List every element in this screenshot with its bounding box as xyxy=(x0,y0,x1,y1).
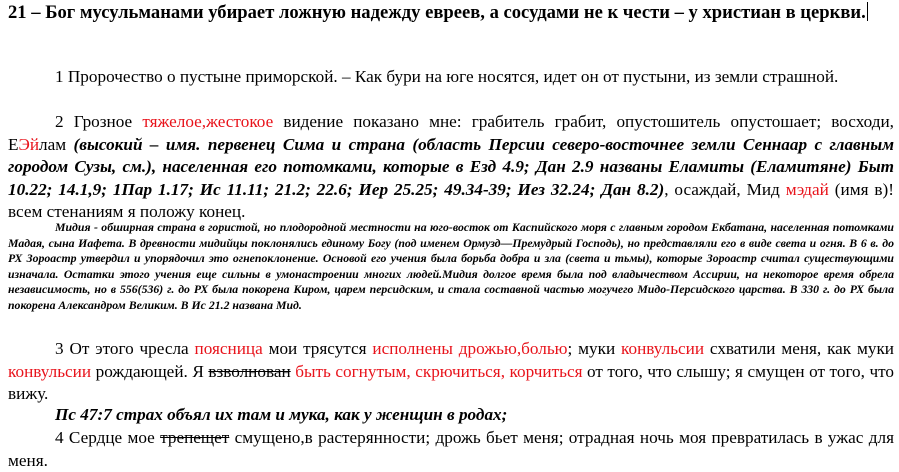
verse-2-red-word: Эй xyxy=(18,134,40,154)
verse-3-text: рождающей. Я xyxy=(91,361,209,381)
verse-3 xyxy=(8,338,894,406)
media-footnote: Мидия - обширная страна в гористой, но плодородной местности на юго-восток от Каспийского моря с главным городом Екбатана, населенная потомками Мадая, сына Иафета. В древности мидийцы поклонялись единому Богу (под именем Ормузд—Премудрый Господь), но представляли его в виде света и огня. В 6 в. до РХ Зороастр утвердил и упорядочил это огнепоклонение. Основой его учения была борьба добра и зла (света и тьмы), которые Зороастр считал существующими изначала. Остатки этого учения еще сильны в умонастроении многих людей.Мидия долгое время была под владычеством Ассирии, на некоторое время обрела независимость, но в 556(536) г. до РХ была покорена Киром, царем персидским, и стала составной частью могучего Мидо-Персидского царства. В 330 г. до РХ была покорена Александром Великим. В Ис 21.2 названа Мид. xyxy=(8,220,894,312)
psalm-quote: Пс 47:7 страх объял их там и мука, как у женщин в родах; xyxy=(55,405,508,424)
verse-4 xyxy=(8,427,894,472)
verse-3-red-word: поясница xyxy=(194,339,263,358)
verse-1-text: 1 Пророчество о пустыне приморской. – Как бури на юге носятся, идет он от пустыни, из земли страшной. xyxy=(55,67,839,86)
verse-2-red-word: мэдай xyxy=(785,179,829,199)
verse-2-commentary: (высокий – имя. первенец Сима и страна (область Персии северо-восточнее земли Сеннаар с главным городом Сузы, см.), населенная его потомками, которые в Езд 4.9; Дан 2.9 названы Еламиты (Еламитяне) Быт 10.22; 14.1,9; 1Пар 1.17; Ис 11.11; 21.2; 22.6; Иер 25.25; 49.34-39; Иез 32.24; Дан 8.2) xyxy=(8,134,894,199)
verse-4-struck-word: трепещет xyxy=(160,428,230,447)
verse-3-text: мои трясутся xyxy=(262,339,373,358)
verse-1 xyxy=(8,66,894,89)
verse-4-text: 4 Сердце мое xyxy=(55,428,161,447)
verse-3-red-word: конвульсии xyxy=(8,361,92,381)
chapter-heading xyxy=(8,1,894,24)
verse-2-text: (имя в)! всем стенаниям я положу конец. xyxy=(8,179,894,221)
verse-2-text: , осаждай, Мид xyxy=(664,179,786,199)
verse-3-struck-word: взволнован xyxy=(208,361,291,381)
verse-3-text: от того, что слышу; я смущен от того, что вижу. xyxy=(8,361,894,403)
verse-2 xyxy=(8,111,894,224)
verse-3-red-word: быть согнутым, скрючиться, корчиться xyxy=(295,361,583,381)
verse-4-text: смущено,в растерянности; дрожь бьет меня; отрадная ночь моя превратилась в ужас для меня. xyxy=(8,428,894,470)
chapter-heading-text: 21 – Бог мусульманами убирает ложную надежду евреев, а сосудами не к чести – у христиан в церкви. xyxy=(8,2,866,23)
verse-2-text: видение показано мне: грабитель грабит, опустошитель опустошает; восходи, Е xyxy=(8,112,894,154)
verse-2-text: лам xyxy=(39,134,74,154)
verse-3-text: 3 От этого чресла xyxy=(55,339,195,358)
verse-2-text: 2 Грозное xyxy=(55,112,143,131)
verse-3-text: ; муки xyxy=(567,339,621,358)
text-cursor xyxy=(867,2,868,21)
verse-3-red-word: исполнены дрожью,болью xyxy=(372,339,568,358)
verse-3-text: схватили меня, как муки xyxy=(704,339,894,358)
verse-2-red-word: тяжелое,жестокое xyxy=(142,112,274,131)
verse-3-red-word: конвульсии xyxy=(621,339,705,358)
